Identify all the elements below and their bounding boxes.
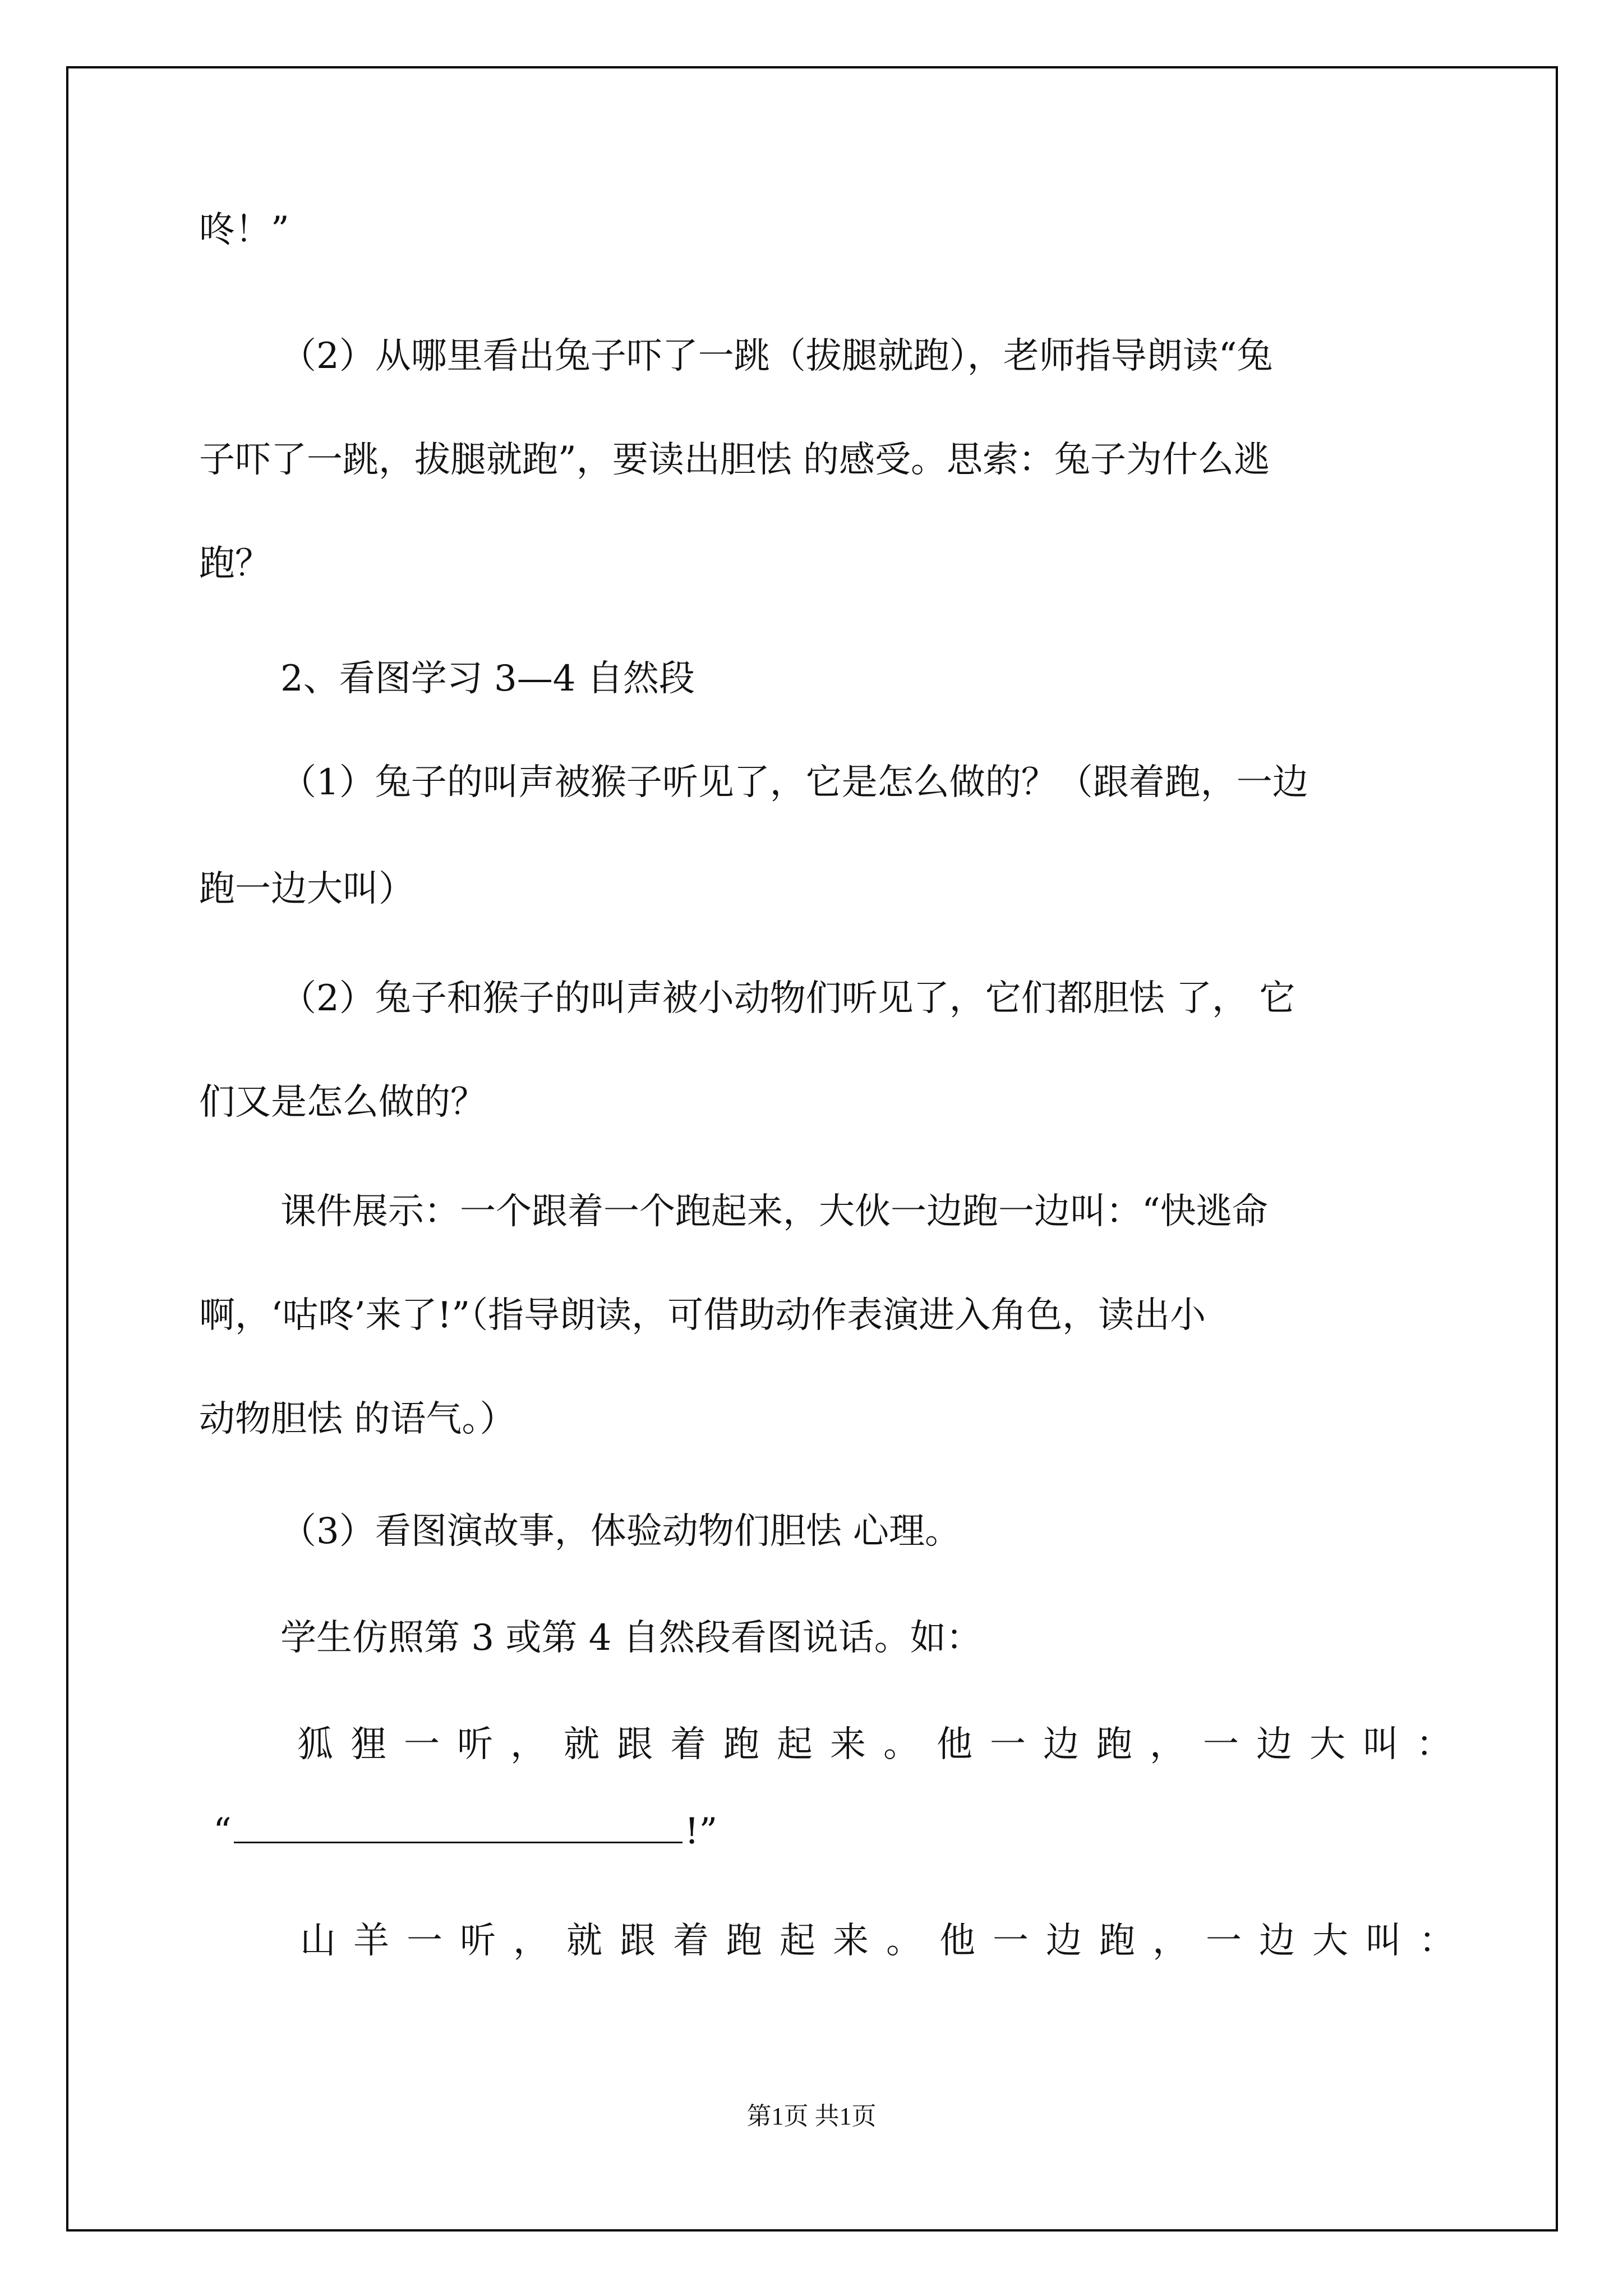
text-line-7: 跑一边大叫） — [199, 868, 414, 910]
text-line-13: （3）看图演故事，体验动物们胆怯 心理。 — [280, 1511, 961, 1552]
page-number-footer: 第1页 共1页 — [746, 2102, 877, 2130]
text-line-9: 们又是怎么做的？ — [199, 1082, 486, 1123]
text-line-12: 动物胆怯 的语气。） — [199, 1398, 516, 1440]
blank-close-quote: !” — [684, 1811, 718, 1852]
text-line-14: 学生仿照第 3 或第 4 自然段看图说话。如： — [280, 1617, 982, 1659]
text-line-11: 啊，‘咕咚’来了!”（指导朗读，可借助动作表演进入角色，读出小 — [199, 1295, 1206, 1336]
text-line-17: 山羊一听，就跟着跑起来。他一边跑，一边大叫： — [300, 1920, 1472, 1962]
text-line-3: 子吓了一跳，拔腿就跑”，要读出胆怯 的感受。思索：兔子为什么逃 — [199, 439, 1270, 481]
text-line-4: 跑？ — [199, 543, 271, 585]
section-heading: 2、看图学习 3—4 自然段 — [280, 658, 695, 700]
answer-blank — [234, 1809, 683, 1843]
page-border — [66, 66, 1558, 2231]
text-line-6: （1）兔子的叫声被猴子听见了，它是怎么做的？（跟着跑，一边 — [280, 762, 1308, 803]
fill-in-blank-line — [213, 1809, 1441, 1854]
text-line-2: （2）从哪里看出兔子吓了一跳（拔腿就跑），老师指导朗读“兔 — [280, 335, 1273, 377]
blank-open-quote: “ — [213, 1811, 232, 1852]
text-line-10: 课件展示：一个跟着一个跑起来，大伙一边跑一边叫：“快逃命 — [280, 1191, 1268, 1232]
text-line-15: 狐狸一听，就跟着跑起来。他一边跑，一边大叫： — [297, 1724, 1469, 1765]
text-line-8: （2）兔子和猴子的叫声被小动物们听见了，它们都胆怯 了， 它 — [280, 978, 1295, 1019]
text-line-1: 咚！” — [199, 209, 289, 251]
